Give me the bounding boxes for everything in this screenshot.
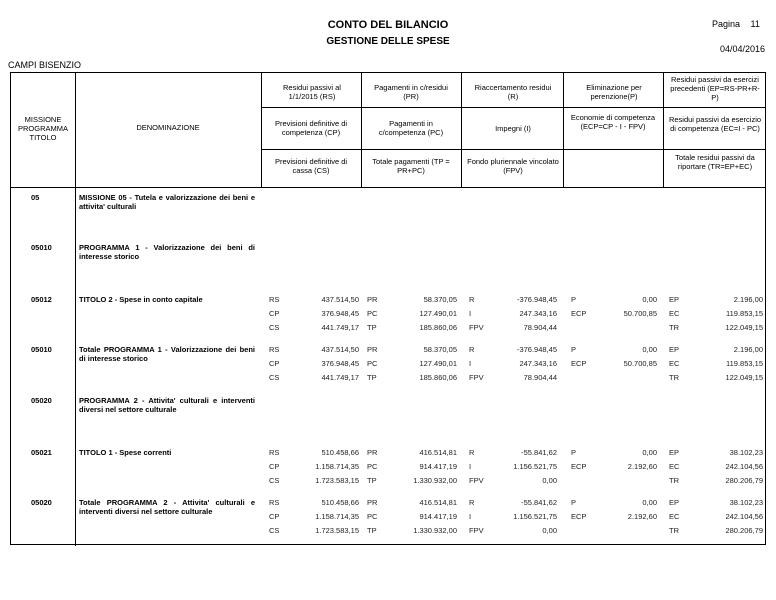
row-code: 05020 [31, 498, 52, 507]
header-cp: Previsioni definitive di competenza (CP) [274, 119, 348, 137]
value-amount: 122.049,15 [725, 323, 763, 332]
value-amount: 242.104,56 [725, 462, 763, 471]
value-label: ECP [571, 359, 587, 368]
value-label: I [469, 309, 472, 318]
header-denominazione: DENOMINAZIONE [136, 123, 200, 132]
header-missione: MISSIONE PROGRAMMA TITOLO [17, 115, 68, 142]
value-amount: 1.158.714,35 [315, 462, 359, 471]
value-amount: 1.156.521,75 [513, 462, 557, 471]
value-amount: 1.156.521,75 [513, 512, 557, 521]
value-amount: 437.514,50 [321, 295, 359, 304]
value-label: RS [269, 295, 280, 304]
value-amount: 1.330.932,00 [413, 476, 457, 485]
value-label: I [469, 512, 472, 521]
value-amount: 38.102,23 [729, 498, 763, 507]
value-label: PC [367, 359, 378, 368]
value-label: CS [269, 373, 280, 382]
value-label: R [469, 498, 475, 507]
value-amount: 50.700,85 [623, 359, 657, 368]
value-amount: 2.192,60 [627, 512, 657, 521]
value-label: EP [669, 345, 680, 354]
header-i: Impegni (I) [495, 124, 531, 133]
value-amount: 0,00 [542, 476, 557, 485]
value-label: CP [269, 512, 280, 521]
page-indicator [712, 19, 760, 29]
value-label: I [469, 359, 472, 368]
page-number: 11 [750, 19, 760, 29]
report-table [10, 72, 766, 545]
value-label: CS [269, 526, 280, 535]
header-fpv: Fondo pluriennale vincolato (FPV) [467, 157, 559, 175]
value-label: P [571, 498, 577, 507]
value-label: ECP [571, 512, 587, 521]
row-code: 05021 [31, 448, 52, 457]
page-label: Pagina [712, 19, 741, 29]
value-label: EP [669, 448, 680, 457]
value-label: EC [669, 462, 680, 471]
header-pc: Pagamenti in c/competenza (PC) [378, 119, 444, 137]
value-amount: 1.723.583,15 [315, 526, 359, 535]
value-amount: 510.458,66 [321, 498, 359, 507]
value-amount: 510.458,66 [321, 448, 359, 457]
value-amount: 242.104,56 [725, 512, 763, 521]
value-amount: 185.860,06 [419, 323, 457, 332]
report-subtitle: GESTIONE DELLE SPESE [326, 36, 450, 47]
row-description: PROGRAMMA 1 - Valorizzazione dei beni di interesse storico [79, 243, 255, 261]
value-amount: 58.370,05 [423, 345, 457, 354]
value-label: CP [269, 359, 280, 368]
value-amount: 441.749,17 [321, 323, 359, 332]
row-description: Totale PROGRAMMA 2 - Attivita' culturali e interventi diversi nel settore culturale [79, 498, 255, 516]
value-amount: 376.948,45 [321, 359, 359, 368]
header-r: Riaccertamento residui (R) [474, 83, 552, 101]
value-label: CP [269, 462, 280, 471]
row-code: 05010 [31, 243, 52, 252]
row-description: PROGRAMMA 2 - Attivita' culturali e interventi diversi nel settore culturale [79, 396, 255, 414]
value-label: TR [669, 323, 679, 332]
value-amount: 416.514,81 [419, 448, 457, 457]
value-amount: 1.330.932,00 [413, 526, 457, 535]
value-label: FPV [469, 373, 484, 382]
value-label: RS [269, 498, 280, 507]
value-label: CS [269, 476, 280, 485]
value-amount: 0,00 [642, 295, 657, 304]
value-amount: 280.206,79 [725, 526, 763, 535]
value-label: PR [367, 345, 378, 354]
value-label: EP [669, 498, 680, 507]
value-amount: 0,00 [642, 498, 657, 507]
value-amount: -55.841,62 [521, 498, 557, 507]
value-amount: 437.514,50 [321, 345, 359, 354]
value-label: PR [367, 295, 378, 304]
value-label: R [469, 295, 475, 304]
value-amount: 119.853,15 [726, 309, 763, 318]
row-code: 05012 [31, 295, 52, 304]
value-label: CS [269, 323, 280, 332]
row-description: Totale PROGRAMMA 1 - Valorizzazione dei beni di interesse storico [79, 345, 255, 363]
value-amount: -55.841,62 [521, 448, 557, 457]
value-amount: 416.514,81 [419, 498, 457, 507]
value-amount: 914.417,19 [419, 462, 457, 471]
header-ec: Residui passivi da esercizio di competenza (EC=I - PC) [668, 115, 762, 133]
value-label: P [571, 448, 577, 457]
row-code: 05020 [31, 396, 52, 405]
row-code: 05 [31, 193, 40, 202]
value-label: TP [367, 526, 377, 535]
value-label: FPV [469, 323, 484, 332]
value-amount: -376.948,45 [516, 295, 557, 304]
value-label: FPV [469, 526, 484, 535]
header-pr: Pagamenti in c/residui (PR) [374, 83, 448, 101]
row-description: TITOLO 1 - Spese correnti [79, 448, 172, 457]
value-label: TR [669, 373, 679, 382]
value-label: RS [269, 448, 280, 457]
value-amount: 119.853,15 [726, 359, 763, 368]
row-code: 05010 [31, 345, 52, 354]
value-amount: 280.206,79 [725, 476, 763, 485]
value-amount: 247.343,16 [519, 309, 557, 318]
value-label: TR [669, 476, 679, 485]
value-amount: 58.370,05 [423, 295, 457, 304]
value-label: FPV [469, 476, 484, 485]
value-label: PC [367, 512, 378, 521]
value-amount: 2.196,00 [733, 295, 763, 304]
value-label: TR [669, 526, 679, 535]
value-label: R [469, 345, 475, 354]
header-ep: Residui passivi da esercizi precedenti (EP=RS-PR+R-P) [670, 75, 760, 102]
header-ecp: Economie di competenza (ECP=CP - I - FPV) [570, 113, 656, 131]
value-amount: 1.158.714,35 [315, 512, 359, 521]
value-label: EC [669, 359, 680, 368]
value-label: TP [367, 476, 377, 485]
value-amount: 0,00 [642, 345, 657, 354]
value-label: ECP [571, 309, 587, 318]
value-label: PC [367, 462, 378, 471]
value-label: R [469, 448, 475, 457]
row-description: MISSIONE 05 - Tutela e valorizzazione dei beni e attivita' culturali [79, 193, 255, 211]
value-label: ECP [571, 462, 587, 471]
value-label: RS [269, 345, 280, 354]
value-label: P [571, 295, 577, 304]
value-label: EC [669, 309, 680, 318]
value-amount: 78.904,44 [523, 323, 557, 332]
value-amount: 2.196,00 [733, 345, 763, 354]
value-amount: 914.417,19 [419, 512, 457, 521]
value-amount: 441.749,17 [321, 373, 359, 382]
value-amount: 50.700,85 [623, 309, 657, 318]
value-amount: 0,00 [542, 526, 557, 535]
header-cs: Previsioni definitive di cassa (CS) [274, 157, 348, 175]
value-label: I [469, 462, 472, 471]
value-amount: 127.490,01 [419, 359, 457, 368]
value-amount: 122.049,15 [725, 373, 763, 382]
value-amount: 0,00 [642, 448, 657, 457]
value-amount: 38.102,23 [729, 448, 763, 457]
value-label: CP [269, 309, 280, 318]
value-label: EC [669, 512, 680, 521]
report-title: CONTO DEL BILANCIO [327, 19, 449, 31]
value-amount: -376.948,45 [516, 345, 557, 354]
value-label: PC [367, 309, 378, 318]
header-tp: Totale pagamenti (TP = PR+PC) [372, 157, 450, 175]
value-label: PR [367, 448, 378, 457]
value-label: TP [367, 323, 377, 332]
value-label: EP [669, 295, 680, 304]
value-amount: 78.904,44 [523, 373, 557, 382]
value-amount: 185.860,06 [419, 373, 457, 382]
report-date: 04/04/2016 [720, 44, 766, 54]
value-label: PR [367, 498, 378, 507]
value-amount: 2.192,60 [627, 462, 657, 471]
row-description: TITOLO 2 - Spese in conto capitale [79, 295, 203, 304]
value-amount: 247.343,16 [519, 359, 557, 368]
value-label: TP [367, 373, 377, 382]
header-p: Eliminazione per perenzione(P) [586, 83, 642, 101]
ente-name: CAMPI BISENZIO [8, 60, 82, 70]
value-amount: 1.723.583,15 [315, 476, 359, 485]
header-tr: Totale residui passivi da riportare (TR=EP+EC) [675, 153, 755, 171]
value-amount: 376.948,45 [321, 309, 359, 318]
value-amount: 127.490,01 [419, 309, 457, 318]
value-label: P [571, 345, 577, 354]
header-rs: Residui passivi al 1/1/2015 (RS) [283, 83, 341, 101]
